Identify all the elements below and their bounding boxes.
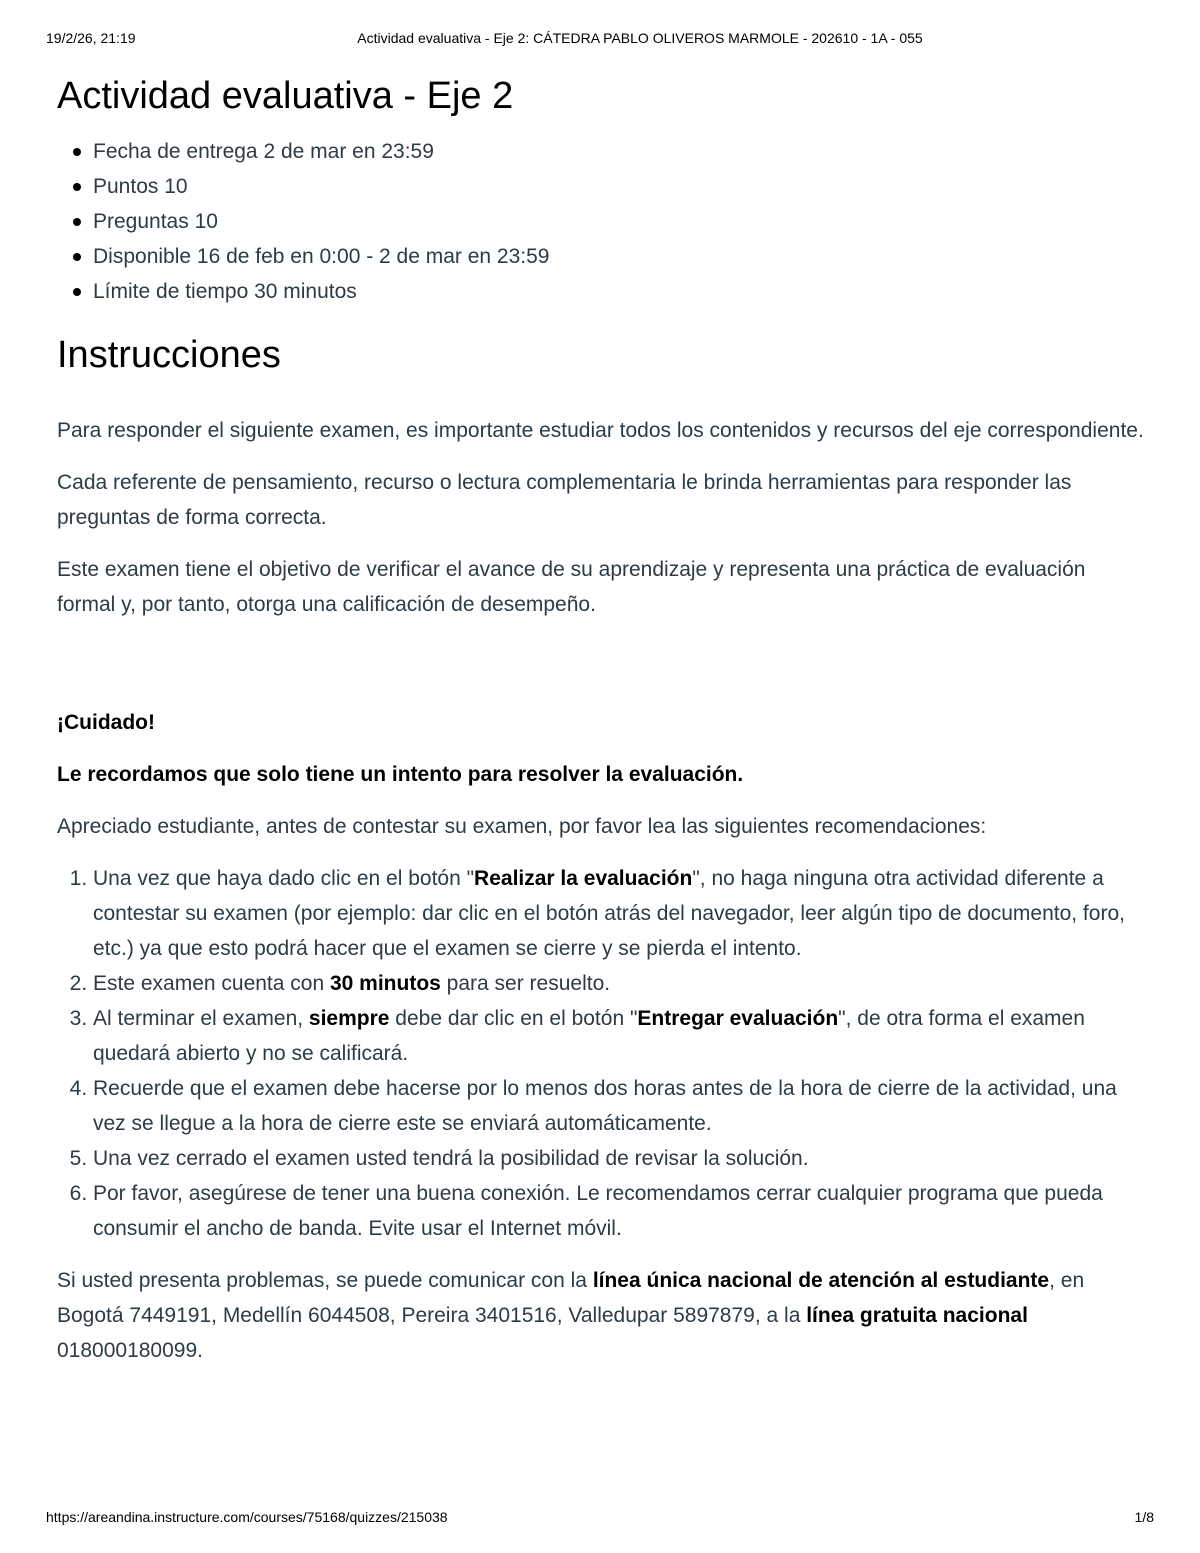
recommendation-item: [93, 966, 1147, 1001]
print-date: 19/2/26, 21:19: [46, 30, 136, 46]
rec-text: Por favor, asegúrese de tener una buena conexión. Le recomendamos cerrar cualquier programa que pueda consumir el ancho de banda. Evite usar el Internet móvil.: [93, 1182, 1103, 1240]
rec-bold: Realizar la evaluación: [474, 867, 693, 890]
rec-text: ", de otra forma el examen quedará abierto y no se calificará.: [93, 1007, 1085, 1065]
rec-text: para ser resuelto.: [440, 972, 611, 995]
rec-text: ", no haga ninguna otra actividad diferente a contestar su examen (por ejemplo: dar clic en el botón atrás del navegador, leer algún tipo de documento, foro, etc.) ya que esto podrá hacer que el examen se cierre y se pierda el intento.: [93, 867, 1125, 960]
detail-questions: Preguntas 10: [73, 204, 1147, 239]
warning-text: Le recordamos que solo tiene un intento para resolver la evaluación.: [57, 763, 744, 786]
recommendations-intro: Apreciado estudiante, antes de contestar su examen, por favor lea las siguientes recomendaciones:: [57, 815, 987, 838]
recommendation-item: [93, 1001, 1147, 1071]
instructions-heading: Instrucciones: [57, 334, 281, 376]
detail-time-limit: Límite de tiempo 30 minutos: [73, 274, 1147, 309]
recommendations-list: [57, 861, 1147, 1246]
rec-text: Una vez que haya dado clic en el botón ": [93, 867, 475, 890]
contact-text: , en Bogotá 7449191, Medellín 6044508, Pereira 3401516, Valledupar 5897879, a la: [57, 1269, 1085, 1327]
print-header: [46, 30, 1154, 52]
instructions-paragraph: Este examen tiene el objetivo de verificar el avance de su aprendizaje y representa una práctica de evaluación formal y, por tanto, otorga una calificación de desempeño.: [57, 558, 1086, 616]
rec-bold: Entregar evaluación: [637, 1007, 839, 1030]
quiz-content: [57, 70, 1147, 1385]
recommendation-item: [93, 1176, 1147, 1246]
recommendation-item: [93, 1071, 1147, 1141]
contact-text: Si usted presenta problemas, se puede comunicar con la: [57, 1269, 593, 1292]
rec-text: Al terminar el examen,: [93, 1007, 309, 1030]
rec-text: Este examen cuenta con: [93, 972, 330, 995]
recommendation-item: [93, 1141, 1147, 1176]
rec-bold: siempre: [308, 1007, 390, 1030]
print-page-number: 1/8: [1134, 1509, 1154, 1525]
warning-title: ¡Cuidado!: [57, 711, 155, 734]
instructions-paragraph: Para responder el siguiente examen, es importante estudiar todos los contenidos y recursos del eje correspondiente.: [57, 419, 1144, 442]
rec-text: Recuerde que el examen debe hacerse por lo menos dos horas antes de la hora de cierre de la actividad, una vez se llegue a la hora de cierre este se enviará automáticamente.: [93, 1077, 1117, 1135]
contact-bold: línea gratuita nacional: [806, 1304, 1028, 1327]
detail-available: Disponible 16 de feb en 0:00 - 2 de mar en 23:59: [73, 239, 1147, 274]
quiz-details-list: [57, 134, 1147, 309]
contact-paragraph: [57, 1263, 1147, 1368]
detail-points: Puntos 10: [73, 169, 1147, 204]
spacer: [57, 639, 1147, 705]
rec-text: Una vez cerrado el examen usted tendrá la posibilidad de revisar la solución.: [93, 1147, 809, 1170]
print-footer: [46, 1509, 1154, 1531]
page-title: Actividad evaluativa - Eje 2: [57, 75, 514, 117]
contact-bold: línea única nacional de atención al estudiante: [592, 1269, 1050, 1292]
contact-text: 018000180099.: [57, 1339, 203, 1362]
instructions-paragraph: Cada referente de pensamiento, recurso o lectura complementaria le brinda herramientas para responder las preguntas de forma correcta.: [57, 471, 1072, 529]
rec-bold: 30 minutos: [329, 972, 441, 995]
print-document-title: Actividad evaluativa - Eje 2: CÁTEDRA PABLO OLIVEROS MARMOLE - 202610 - 1A - 055: [357, 30, 923, 46]
print-url: https://areandina.instructure.com/courses/75168/quizzes/215038: [46, 1509, 448, 1525]
recommendation-item: [93, 861, 1147, 966]
rec-text: debe dar clic en el botón ": [389, 1007, 638, 1030]
detail-due-date: Fecha de entrega 2 de mar en 23:59: [73, 134, 1147, 169]
